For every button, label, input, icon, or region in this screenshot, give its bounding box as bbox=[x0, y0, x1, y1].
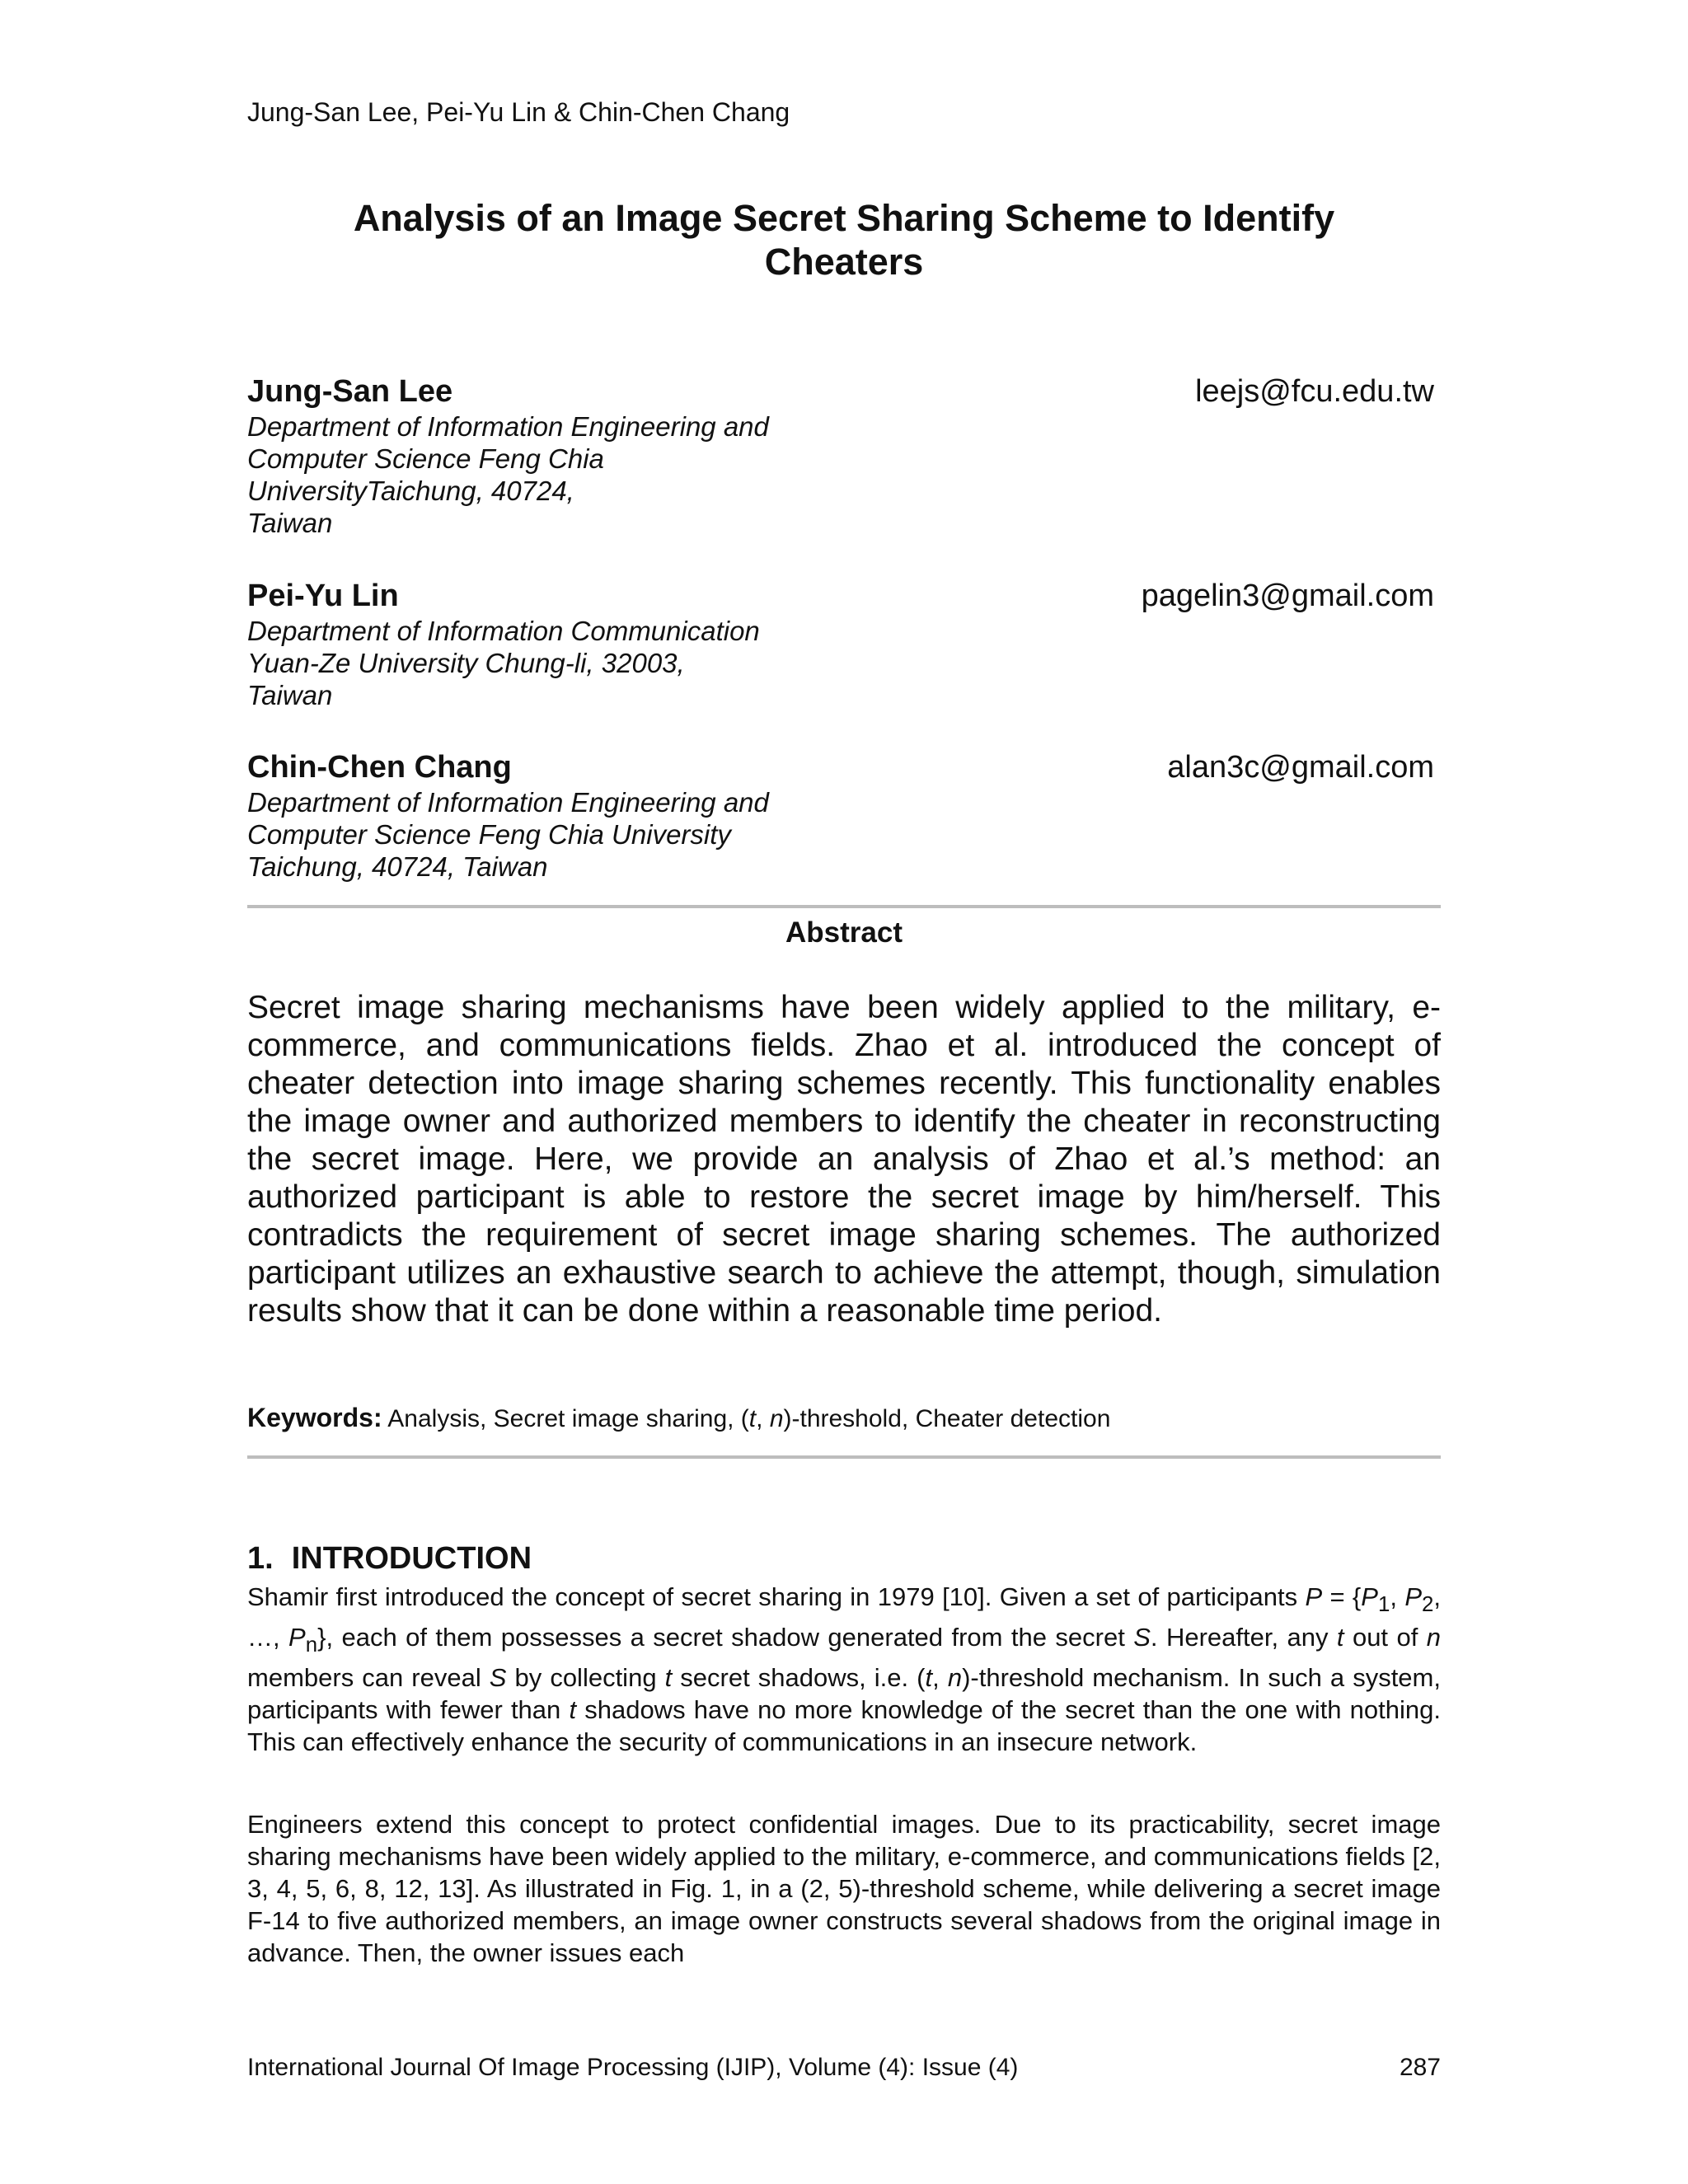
intro-paragraph-1 bbox=[247, 1581, 1441, 1758]
math-var: P bbox=[1404, 1582, 1422, 1611]
keywords-label: Keywords: bbox=[247, 1403, 382, 1432]
paper-title bbox=[247, 196, 1441, 284]
affiliation-line: Taiwan bbox=[247, 680, 333, 710]
affiliation-line: Computer Science Feng Chia University bbox=[247, 819, 731, 850]
text: )-threshold mechanism. In such a system, participants with fewer than bbox=[247, 1663, 1441, 1725]
text: , bbox=[1390, 1582, 1405, 1611]
footer-journal: International Journal Of Image Processing (IJIP), Volume (4): Issue (4) bbox=[247, 2054, 1019, 2081]
author-name: Jung-San Lee bbox=[247, 374, 453, 409]
math-var: n bbox=[947, 1663, 963, 1693]
text: . Hereafter, any bbox=[1150, 1623, 1337, 1652]
text: = { bbox=[1322, 1582, 1362, 1611]
text: , bbox=[932, 1663, 948, 1693]
section-number: 1. bbox=[247, 1541, 274, 1576]
section-heading bbox=[247, 1541, 532, 1577]
abstract-body: Secret image sharing mechanisms have been widely applied to the military, e-commerce, and communications fields. Zhao et al. introduced the concept of cheater detection into image sharing schemes recently. This functionality enables the image owner and authorized members to identify the cheater in reconstructing the secret image. Here, we provide an analysis of Zhao et al.’s method: an authorized participant is able to restore the secret image by him/herself. This contradicts the requirement of secret image sharing schemes. The authorized participant utilizes an exhaustive search to achieve the attempt, though, simulation results show that it can be done within a reasonable time period. bbox=[247, 990, 1441, 1329]
author-block-1 bbox=[247, 373, 1434, 539]
text: members can reveal bbox=[247, 1663, 490, 1693]
keywords-text: Analysis, Secret image sharing, ( bbox=[387, 1405, 749, 1432]
math-var: S bbox=[1133, 1623, 1151, 1652]
text: }, each of them possesses a secret shadow generated from the secret bbox=[317, 1623, 1134, 1652]
affiliation-line: UniversityTaichung, 40724, bbox=[247, 476, 574, 506]
author-affiliation bbox=[247, 786, 1434, 883]
author-affiliation bbox=[247, 615, 1434, 711]
divider bbox=[247, 905, 1441, 908]
subscript: n bbox=[305, 1633, 318, 1657]
section-title: INTRODUCTION bbox=[291, 1541, 532, 1576]
math-var: t bbox=[1336, 1623, 1344, 1652]
subscript: 1 bbox=[1377, 1593, 1390, 1617]
intro-paragraph-2: Engineers extend this concept to protect confidential images. Due to its practicability, secret image sharing mechanisms have been widely applied to the military, e-commerce, and communications fields [2, 3, 4, 5, 6, 8, 12, 13]. As illustrated in Fig. 1, in a (2, 5)-threshold scheme, while delivering a secret image F-14 to five authorized members, an image owner constructs several shadows from the original image in advance. Then, the owner issues each bbox=[247, 1810, 1441, 1967]
text: Shamir first introduced the concept of secret sharing in 1979 [10]. Given a set of participants bbox=[247, 1582, 1306, 1611]
text: secret shadows, i.e. ( bbox=[672, 1663, 926, 1693]
author-email[interactable]: alan3c@gmail.com bbox=[1167, 750, 1434, 785]
page-number: 287 bbox=[1399, 2054, 1441, 2081]
keywords bbox=[247, 1403, 1441, 1433]
math-var: S bbox=[489, 1663, 507, 1693]
divider bbox=[247, 1455, 1441, 1459]
math-var: t bbox=[664, 1663, 673, 1693]
math-var: P bbox=[1361, 1582, 1378, 1611]
math-var: t bbox=[569, 1695, 577, 1725]
affiliation-line: Taiwan bbox=[247, 508, 333, 538]
affiliation-line: Department of Information Communication bbox=[247, 616, 760, 646]
affiliation-line: Department of Information Engineering and bbox=[247, 787, 769, 818]
title-line-1: Analysis of an Image Secret Sharing Scheme to Identify bbox=[353, 197, 1335, 239]
affiliation-line: Taichung, 40724, Taiwan bbox=[247, 851, 548, 882]
keywords-var: n bbox=[769, 1405, 784, 1432]
title-line-2: Cheaters bbox=[764, 241, 924, 283]
text: out of bbox=[1343, 1623, 1427, 1652]
subscript: 2 bbox=[1422, 1593, 1434, 1617]
author-email[interactable]: pagelin3@gmail.com bbox=[1141, 579, 1434, 613]
math-var: P bbox=[1305, 1582, 1323, 1611]
text: shadows have no more knowledge of the secret than the one with nothing. This can effectively enhance the security of communications in an insecure network. bbox=[247, 1695, 1441, 1757]
affiliation-line: Department of Information Engineering and bbox=[247, 411, 769, 442]
math-var: n bbox=[1426, 1623, 1441, 1652]
author-name: Chin-Chen Chang bbox=[247, 750, 512, 785]
author-block-3 bbox=[247, 748, 1434, 883]
keywords-text: )-threshold, Cheater detection bbox=[783, 1405, 1111, 1432]
keywords-var: t bbox=[748, 1405, 757, 1432]
author-email[interactable]: leejs@fcu.edu.tw bbox=[1195, 374, 1434, 409]
keywords-text: , bbox=[756, 1405, 770, 1432]
author-name: Pei-Yu Lin bbox=[247, 579, 399, 613]
text: , …, bbox=[247, 1582, 1441, 1652]
running-head: Jung-San Lee, Pei-Yu Lin & Chin-Chen Chang bbox=[247, 97, 790, 127]
math-var: P bbox=[288, 1623, 306, 1652]
affiliation-line: Computer Science Feng Chia bbox=[247, 443, 604, 474]
author-affiliation bbox=[247, 410, 1434, 539]
author-block-2 bbox=[247, 577, 1434, 711]
text: by collecting bbox=[506, 1663, 665, 1693]
math-var: t bbox=[925, 1663, 933, 1693]
affiliation-line: Yuan-Ze University Chung-li, 32003, bbox=[247, 648, 685, 678]
abstract-heading: Abstract bbox=[785, 916, 903, 949]
